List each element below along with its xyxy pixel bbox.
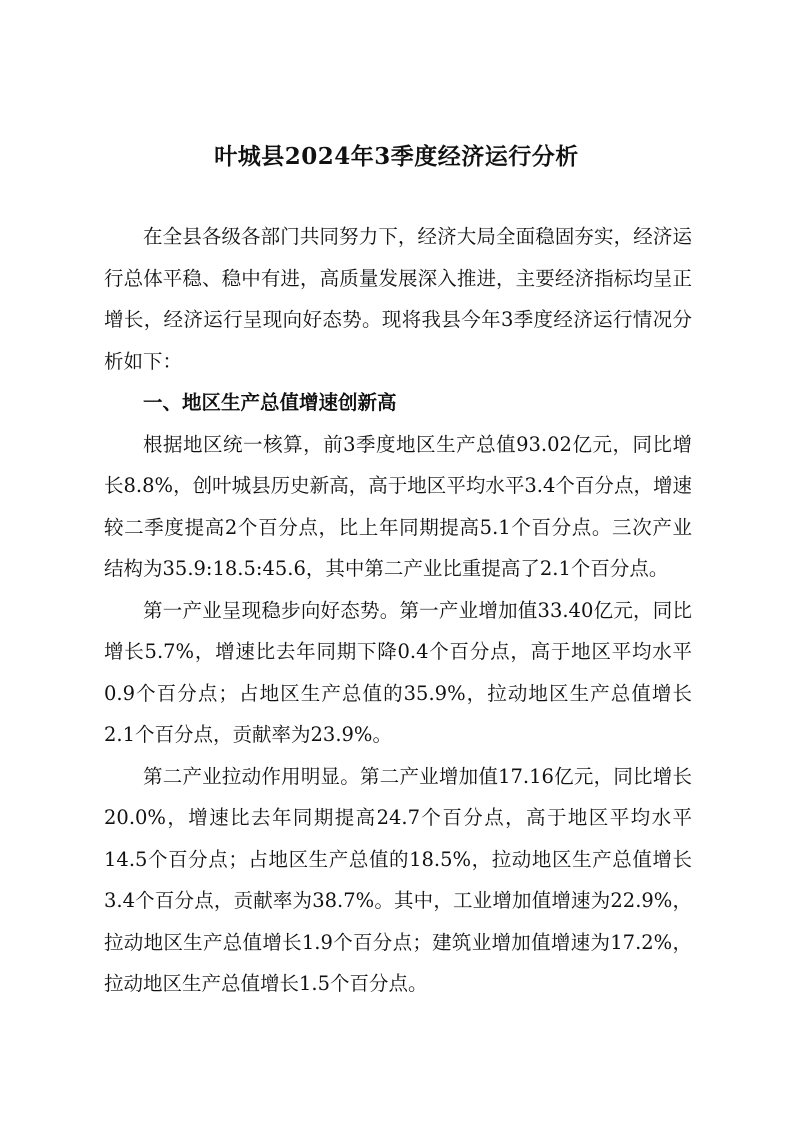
- section-heading: 一、地区生产总值增速创新高: [143, 391, 397, 414]
- secondary-industry-paragraph: 第二产业拉动作用明显。第二产业增加值17.16亿元，同比增长20.0%，增速比去年同期提高24.7个百分点，高于地区平均水平14.5个百分点；占地区生产总值的18.5%，拉动地区生产总值增长3.4个百分点，贡献率为38.7%。其中，工业增加值增速为22.9%，拉动地区生产总值增长1.9个百分点；建筑业增加值增速为17.2%，拉动地区生产总值增长1.5个百分点。: [104, 764, 692, 995]
- document-title: 叶城县2024年3季度经济运行分析: [214, 143, 579, 170]
- intro-paragraph: 在全县各级各部门共同努力下，经济大局全面稳固夯实，经济运行总体平稳、稳中有进，高质量发展深入推进，主要经济指标均呈正增长，经济运行呈现向好态势。现将我县今年3季度经济运行情况分析如下：: [104, 225, 692, 373]
- primary-industry-paragraph: 第一产业呈现稳步向好态势。第一产业增加值33.40亿元，同比增长5.7%，增速比去年同期下降0.4个百分点，高于地区平均水平0.9个百分点；占地区生产总值的35.9%，拉动地区生产总值增长2.1个百分点，贡献率为23.9%。: [104, 598, 692, 746]
- document-body: [104, 216, 692, 1005]
- gdp-paragraph: 根据地区统一核算，前3季度地区生产总值93.02亿元，同比增长8.8%，创叶城县历史新高，高于地区平均水平3.4个百分点，增速较二季度提高2个百分点，比上年同期提高5.1个百分点。三次产业结构为35.9:18.5:45.6，其中第二产业比重提高了2.1个百分点。: [104, 432, 692, 580]
